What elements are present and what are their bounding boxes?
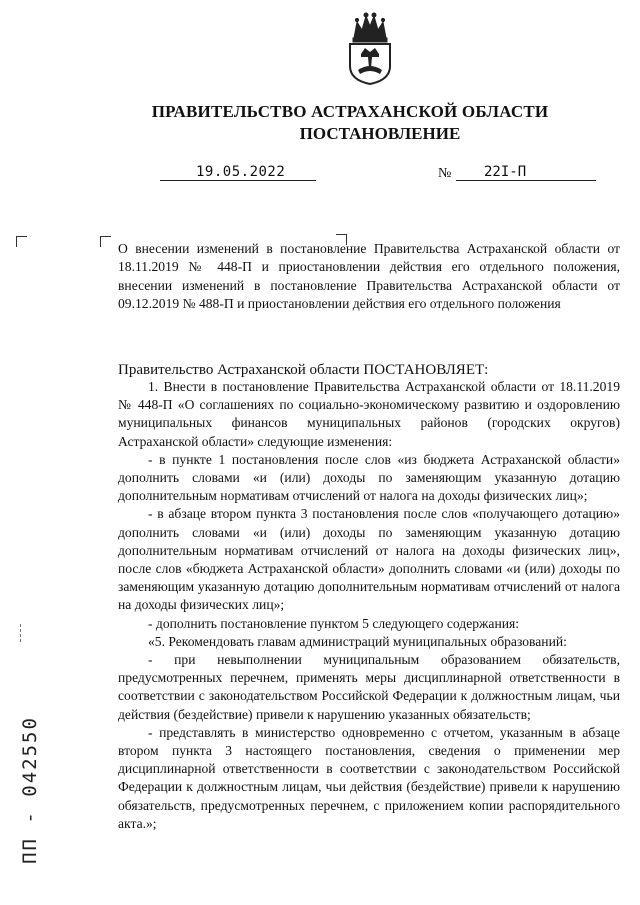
paragraph-1: 1. Внести в постановление Правительства Астраханской области от 18.11.2019 № 448-П «О соглашениях по социально-экономическому развитию и оздоровлению муниципальных финансов муниципальных районов (городских округов) Астраханской области» следующие изменения:	[118, 379, 620, 449]
document-body	[118, 378, 620, 833]
margin-mark	[20, 624, 23, 642]
government-title: ПРАВИТЕЛЬСТВО АСТРАХАНСКОЙ ОБЛАСТИ	[151, 102, 549, 121]
date-underline	[160, 180, 316, 181]
document-number: 22I-П	[484, 164, 527, 180]
paragraph-2: - в пункте 1 постановления после слов «из бюджета Астраханской области» дополнить словами «и (или) доходы по заменяющим указанную дотацию дополнительным нормативам отчислений от налога на доходы физических лиц»;	[118, 451, 620, 504]
paragraph-7: - представлять в министерство одновременно с отчетом, указанным в абзаце втором пункта 3 настоящего постановления, сведения о применении мер дисциплинарной ответственности в соответствии с законодательством Российской Федерации к должностным лицам, чьи действия (бездействие) привели к нарушению обязательств, предусмотренных перечнем, с приложением копии распорядительного акта.»;	[118, 724, 620, 831]
subject-text: О внесении изменений в постановление Правительства Астраханской области от 18.11.2019 № 448-П и приостановлении действия его отдельного положения, внесении изменений в постановление Правительства Астраханской области от 09.12.2019 № 488-П и приостановлении действия его отдельного положения	[118, 241, 620, 312]
side-serial-text: ПП - 042550	[19, 716, 41, 864]
paragraph-4: - дополнить постановление пунктом 5 следующего содержания:	[148, 615, 520, 631]
document-kind: ПОСТАНОВЛЕНИЕ	[299, 124, 461, 143]
paragraph-3: - в абзаце втором пункта 3 постановления после слов «получающего дотацию» дополнить словами «и (или) доходы по заменяющим указанную дотацию дополнительным нормативам отчислений от налога на доходы физических лиц», после слов «бюджета Астраханской области» дополнить словами «и (или) доходы по заменяющим указанную дотацию дополнительным нормативам отчислений от налога на доходы физических лиц»;	[118, 506, 620, 613]
coat-of-arms-icon	[344, 10, 396, 86]
side-serial-code	[12, 715, 48, 865]
resolution-intro: Правительство Астраханской области ПОСТАНОВЛЯЕТ:	[118, 362, 489, 378]
number-underline	[456, 180, 596, 181]
subject-bracket-open	[100, 236, 111, 247]
number-sign: №	[438, 166, 452, 181]
paragraph-6: - при невыполнении муниципальным образованием обязательств, предусмотренных перечнем, применять меры дисциплинарной ответственности в соответствии с законодательством Российской Федерации к должностным лицам, чьи действия (бездействие) привели к нарушению указанных обязательств;	[118, 652, 620, 722]
paragraph-5: «5. Рекомендовать главам администраций муниципальных образований:	[148, 633, 567, 649]
margin-bracket-mark	[16, 236, 27, 247]
document-date: 19.05.2022	[196, 164, 286, 180]
document-subject	[118, 240, 620, 314]
